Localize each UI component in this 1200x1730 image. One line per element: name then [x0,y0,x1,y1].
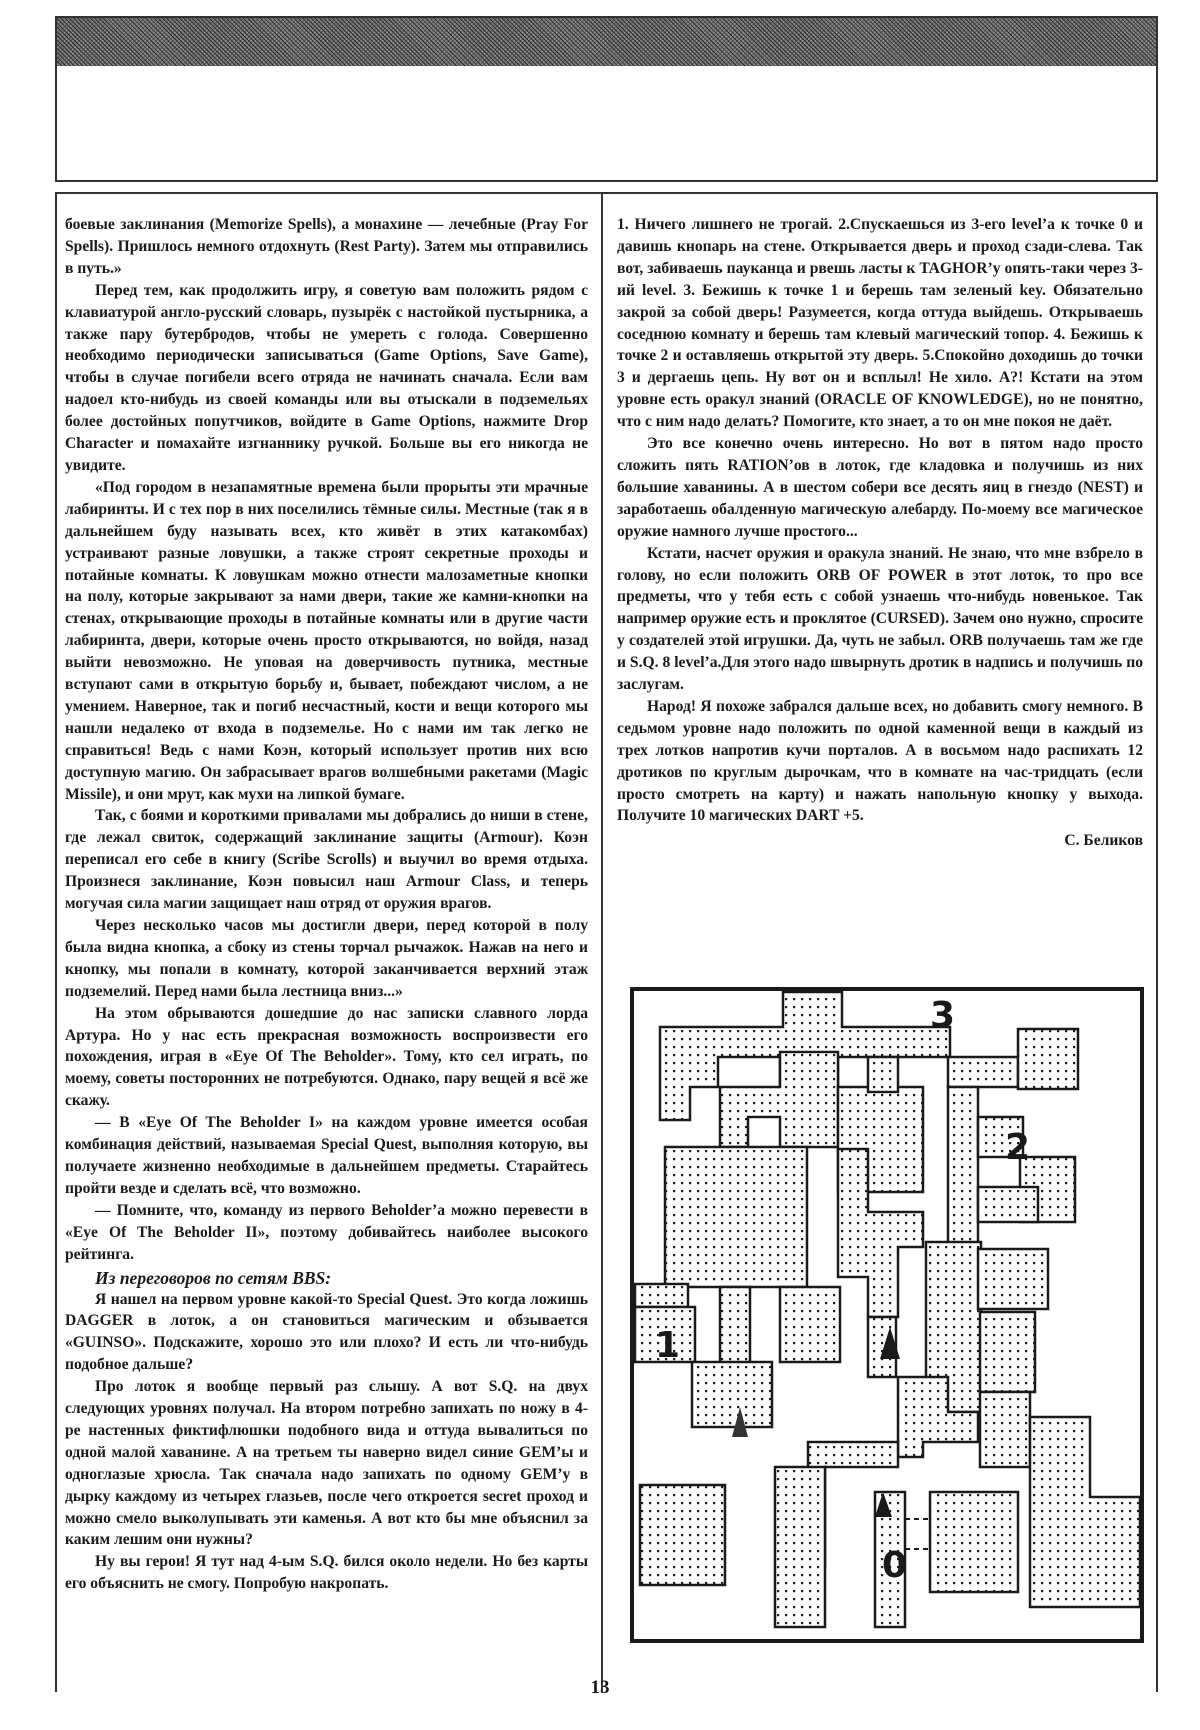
paragraph: Перед тем, как продолжить игру, я советую вам положить рядом с клавиатурой англо-русский словарь, пузырёк с настойкой пустырника, а также пару бутербродов, чтобы не умереть с голода. Совершенно необходимо периодически записываться (Game Options, Save Game), чтобы в случае погибели всего отряда не начинать сначала. Если вам надоел кто-нибудь из своей команды или вы отыскали в подземельях более достойных попутчиков, войдите в Game Options, нажмите Drop Character и помахайте изгнаннику ручкой. Больше вы его никогда не увидите. [65,281,588,474]
dungeon-map-svg [630,987,1146,1657]
header-banner-box [55,16,1158,182]
column-divider [601,192,603,1692]
paragraph: боевые заклинания (Memorize Spells), а монахине — лечебные (Pray For Spells). Пришлось немного отдохнуть (Rest Party). Затем мы отправились в путь.» [65,216,588,277]
left-column [65,214,588,1595]
map-room [978,1187,1038,1222]
map-room [775,1467,825,1627]
section-heading: Из переговоров по сетям BBS: [95,1267,332,1288]
paragraph: Через несколько часов мы достигли двери, перед которой в полу была видна кнопка, а сбоку из стены торчал рычажок. Нажав на него и кнопку, мы попали в комнату, которой заканчивается верхний этаж подземелий. Перед нами была лестница вниз...» [65,917,588,1000]
map-point-label-1: 1 [655,1325,681,1366]
map-room [1018,1029,1078,1089]
map-room [868,1057,898,1092]
map-room [980,1392,1030,1467]
paragraph: Кстати, насчет оружия и оракула знаний. Не знаю, что мне взбрело в голову, но если положить ORB OF POWER в этот лоток, то про все предметы, что у тебя есть с собой узнаешь что-нибудь новенькое. Так например оружие есть и проклятое (CURSED). Зачем оно нужно, спросите у создателей этой игрушки. Да, чуть не забыл. ORB получаешь там же где и S.Q. 8 level’а.Для этого надо швырнуть дротик в надпись и получишь по заслугам. [617,544,1143,694]
paragraph: Народ! Я похоже забрался дальше всех, но добавить смогу немного. В седьмом уровне надо положить по одной каменной вещи в каждый из трех лотков напротив кучи порталов. А в восьмом надо распихать 12 дротиков по круглым дырочкам, что в комнате на час-тридцать (если просто смотреть на карту) и нажать напольную кнопку у выхода. Получите 10 магических DART +5. [617,697,1143,825]
paragraph: «Под городом в незапамятные времена были прорыты эти мрачные лабиринты. И с тех пор в них поселились тёмные силы. Местные (так я в дальнейшем буду называть всех, кто живёт в этих катакомбах) устраивают разные ловушки, а также строят секретные проходы и потайные комнаты. К ловушкам можно отнести малозаметные кнопки на полу, которые закрывают за нами двери, такие же камни-кнопки на стенах, открывающие проходы в потайные комнаты или в другие части лабиринта, двери, которые очень просто открываются, но войдя, назад выйти невозможно. Не уповая на доверчивость путника, местные вступают сами в открытую борьбу и, бывает, побеждают числом, а не умением. Наверное, так и погиб несчастный, кости и вещи которого мы нашли недалеко от входа в подземелье. Но с нами им так легко не справиться! Ведь с нами Коэн, который использует против них всю доступную магию. Он забрасывает врагов волшебными ракетами (Magic Missile), и они мрут, как мухи на липкой бумаге. [65,478,588,803]
map-room [665,1147,807,1287]
map-room [640,1485,725,1585]
map-point-label-0: 0 [882,1545,908,1586]
map-room [980,1312,1035,1392]
paragraph: — Помните, что, команду из первого Beholder’а можно перевести в «Eye Of The Beholder II», поэтому добивайтесь наиболее высокого рейтинга. [65,1201,588,1263]
map-room [780,1287,840,1362]
map-room [692,1362,772,1427]
paragraph: Так, с боями и короткими привалами мы добрались до ниши в стене, где лежал свиток, содержащий заклинание защиты (Armour). Коэн переписал его себе в книгу (Scribe Scrolls) и выучил во время отдыха. Произнеся заклинание, Коэн повысил наш Armour Class, и теперь могучая сила магии защищает наш отряд от оружия врагов. [65,807,588,913]
right-column [617,214,1143,852]
map-room [948,1057,1018,1087]
paragraph: 1. Ничего лишнего не трогай. 2.Спускаешься из 3-его level’а к точке 0 и давишь кнопарь на стене. Открывается дверь и проход сзади-слева. Так вот, забиваешь пауканца и рвешь ласты к TAGHOR’у опять-таки через 3-ий level. 3. Бежишь к точке 1 и берешь там зеленый key. Обязательно закрой за собой дверь! Разумеется, когда оттуда выйдешь. Открываешь соседнюю комнату и берешь там клевый магический топор. 4. Бежишь к точке 2 и оставляешь открытой эту дверь. 5.Спокойно доходишь до точки 3 и дергаешь цепь. Ну вот он и всплыл! Не хило. А?! Кстати на этом уровне есть оракул знаний (ORACLE OF KNOWLEDGE), но не понятно, что с ним надо делать? Помогите, кто знает, а то он мне покоя не даёт. [617,216,1143,431]
paragraph: — В «Eye Of The Beholder I» на каждом уровне имеется особая комбинация действий, называемая Special Quest, выполняя которую, вы получаете жизненно необходимые в дальнейшем предметы. Старайтесь пройти везде и сделать всё, что возможно. [65,1114,588,1197]
map-room [635,1284,688,1307]
dungeon-map [630,987,1146,1667]
bbs-paragraph: Ну вы герои! Я тут над 4-ым S.Q. бился около недели. Но без карты его объяснить не смогу. Попробую накропать. [65,1553,588,1593]
header-halftone-band [57,18,1156,66]
map-point-label-2: 2 [1005,1127,1031,1168]
map-room [978,1249,1048,1309]
bbs-paragraph: Про лоток я вообще первый раз слышу. А вот S.Q. на двух следующих уровнях получал. На втором потребно запихать по ножу в 4-ре настенных фиктифлюшки подобного вида и оттуда вывалиться по одной малой хаванине. А на третьем ты наверно видел синие GEM’ы и одноглазые хрюсла. Так сначала надо запихать по одному GEM’у в дырку каждому из четырех глазьев, после чего откроется secret проход и можно смело выколупывать эти каменья. А вот кто бы мне объяснил за каким лешим они нужны? [65,1378,588,1549]
page-number: 13 [590,1677,610,1698]
bbs-paragraph: Я нашел на первом уровне какой-то Special Quest. Это когда ложишь DAGGER в лоток, а он становиться магическим и обзывается «GUINSO». Подскажите, хорошо это или плохо? И есть ли что-нибудь подобное дальше? [65,1290,588,1374]
map-point-label-3: 3 [930,995,956,1036]
map-room [930,1492,1018,1592]
paragraph: Это все конечно очень интересно. Но вот в пятом надо просто сложить пять RATION’ов в лоток, где кладовка и получишь из них большие хаванины. А в шестом собери все десять яиц в гнездо (NEST) и заработаешь обалденную магическую алебарду. По-моему все магическое оружие намного лучше простого... [617,435,1143,540]
author-signature: С. Беликов [1064,832,1143,850]
paragraph: На этом обрываются дошедшие до нас записки славного лорда Артура. Но у нас есть прекрасная возможность воспроизвести его похождения, играя в «Eye Of The Beholder». Тому, кто сел играть, по моему, советы посторонних не потребуются. Однако, пару вещей я всё же скажу. [65,1004,588,1110]
